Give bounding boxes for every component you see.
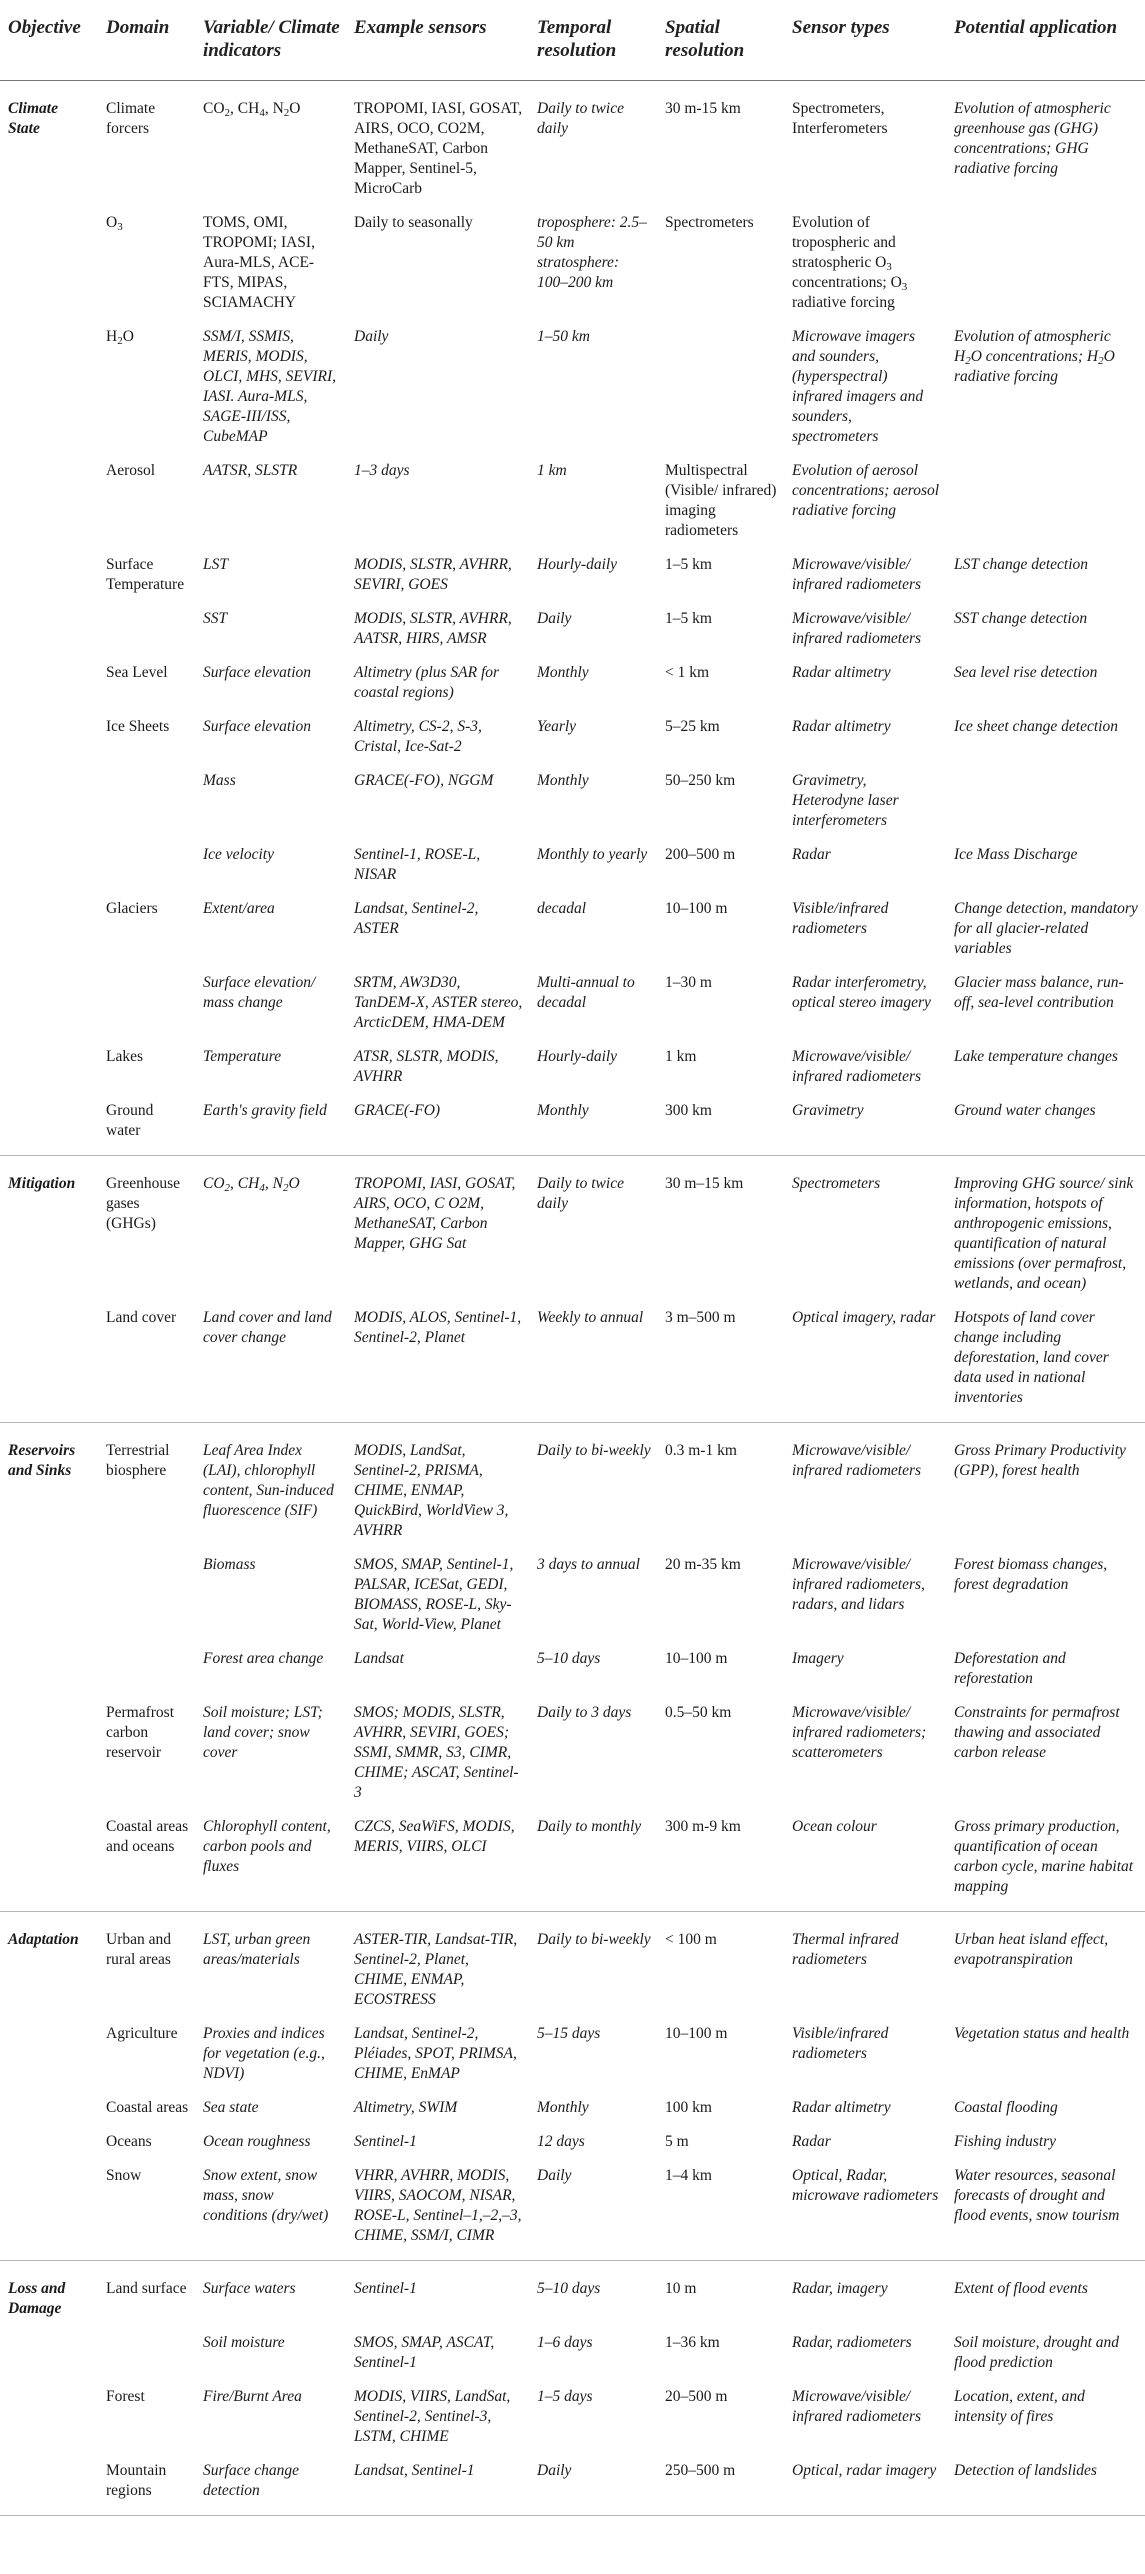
cell-potential-application: Improving GHG source/ sink information, hotspots of anthropogenic emissions, quantification of natural emissions (over permafrost, wetlands, and ocean) xyxy=(946,1156,1145,1301)
cell-objective: Reservoirs and Sinks xyxy=(0,1423,98,1548)
cell-domain: Lakes xyxy=(106,1048,144,1065)
table-row xyxy=(0,2379,1145,2453)
table-row xyxy=(0,2016,1145,2090)
cell-sensor-types: Evolution of aerosol concentrations; aerosol radiative forcing xyxy=(792,462,940,519)
cell-sensor-types: Spectrometers xyxy=(784,1156,946,1301)
cell-domain: $H_2O$ xyxy=(106,328,134,347)
cell-variable: LST, urban green areas/materials xyxy=(195,1912,346,2017)
cell-potential-application xyxy=(946,763,1145,837)
table-row xyxy=(0,655,1145,709)
cell-variable: Soil moisture; LST; land cover; snow cover xyxy=(203,1704,323,1761)
cell-variable: Fire/Burnt Area xyxy=(203,2388,302,2405)
cell-variable: Temperature xyxy=(203,1048,282,1065)
cell-variable: Surface waters xyxy=(195,2261,346,2326)
header-temporal-resolution: Temporal resolution xyxy=(529,0,657,81)
cell-domain: Ground water xyxy=(106,1102,154,1139)
cell-sensor-types: Microwave imagers and sounders, (hyperspectral) infrared imagers and sounders, spectrometers xyxy=(792,328,924,445)
cell-domain: Mountain regions xyxy=(98,2453,195,2516)
cell-sensor-types: Microwave/visible/ infrared radiometers xyxy=(792,556,922,593)
table-row xyxy=(0,1423,1145,1548)
cell-potential-application: Extent of flood events xyxy=(946,2261,1145,2326)
table-row xyxy=(0,1912,1145,2017)
cell-potential-application: Hotspots of land cover change including deforestation, land cover data used in national inventories xyxy=(954,1309,1109,1406)
cell-sensor-types: Ocean colour xyxy=(792,1818,877,1835)
cell-example-sensors: TROPOMI, IASI, GOSAT, AIRS, OCO, CO2M, MethaneSAT, Carbon Mapper, Sentinel-5, MicroCarb xyxy=(346,81,529,206)
cell-spatial-resolution: 1–4 km xyxy=(665,2167,712,2184)
cell-potential-application: Vegetation status and health xyxy=(954,2025,1130,2042)
cell-variable: Surface elevation/ mass change xyxy=(203,974,316,1011)
cell-example-sensors: MODIS, SLSTR, AVHRR, AATSR, HIRS, AMSR xyxy=(354,610,512,647)
cell-potential-application: Ice sheet change detection xyxy=(954,718,1118,735)
cell-potential-application: Gross primary production, quantification of ocean carbon cycle, marine habitat mapping xyxy=(954,1818,1134,1895)
cell-objective xyxy=(0,1695,98,1809)
cell-variable: SST xyxy=(203,610,228,627)
cell-sensor-types: Radar xyxy=(792,2133,831,2150)
cell-objective xyxy=(0,319,98,453)
cell-temporal-resolution: 1 km xyxy=(537,462,567,479)
cell-potential-application: Gross Primary Productivity (GPP), forest health xyxy=(946,1423,1145,1548)
table-row xyxy=(0,1809,1145,1912)
cell-objective xyxy=(0,601,98,655)
cell-example-sensors: Altimetry (plus SAR for coastal regions) xyxy=(354,664,500,701)
table-row xyxy=(0,709,1145,763)
header-potential-application: Potential application xyxy=(946,0,1145,81)
cell-domain xyxy=(98,965,195,1039)
cell-spatial-resolution: 30 m–15 km xyxy=(657,1156,784,1301)
table-row xyxy=(0,547,1145,601)
cell-objective xyxy=(0,205,98,319)
cell-variable: Ice velocity xyxy=(203,846,274,863)
table-row xyxy=(0,81,1145,206)
cell-temporal-resolution: 3 days to annual xyxy=(537,1556,640,1573)
cell-temporal-resolution: Daily xyxy=(537,2167,572,2184)
cell-objective: Adaptation xyxy=(0,1912,98,2017)
cell-example-sensors: GRACE(-FO) xyxy=(354,1102,441,1119)
cell-objective xyxy=(0,2325,98,2379)
cell-objective xyxy=(0,709,98,763)
cell-temporal-resolution: Monthly xyxy=(537,1102,589,1119)
table-header-row xyxy=(0,0,1145,81)
cell-spatial-resolution: 1–5 km xyxy=(665,610,712,627)
cell-objective xyxy=(0,891,98,965)
cell-temporal-resolution: Weekly to annual xyxy=(537,1309,644,1326)
cell-objective xyxy=(0,763,98,837)
cell-variable: TOMS, OMI, TROPOMI; IASI, Aura-MLS, ACE-FTS, MIPAS, SCIAMACHY xyxy=(203,214,315,311)
cell-example-sensors: Sentinel-1 xyxy=(354,2133,417,2150)
cell-example-sensors: CZCS, SeaWiFS, MODIS, MERIS, VIIRS, OLCI xyxy=(354,1818,515,1855)
cell-example-sensors: MODIS, SLSTR, AVHRR, SEVIRI, GOES xyxy=(354,556,512,593)
cell-temporal-resolution: Multi-annual to decadal xyxy=(537,974,635,1011)
cell-example-sensors: 1–3 days xyxy=(354,462,410,479)
cell-variable: $CO_2$, $CH_4$, $N_2O$ xyxy=(195,81,346,206)
cell-domain: Glaciers xyxy=(106,900,158,917)
cell-example-sensors: Daily xyxy=(354,328,389,345)
cell-temporal-resolution: 1–50 km xyxy=(537,328,590,345)
table-row xyxy=(0,763,1145,837)
table-row xyxy=(0,1156,1145,1301)
table-row xyxy=(0,1695,1145,1809)
cell-domain: Land cover xyxy=(106,1309,177,1326)
table-row xyxy=(0,453,1145,547)
cell-domain xyxy=(98,837,195,891)
cell-potential-application: Lake temperature changes xyxy=(954,1048,1118,1065)
cell-spatial-resolution: Spectrometers xyxy=(665,214,754,231)
cell-domain xyxy=(98,763,195,837)
cell-sensor-types: Microwave/visible/ infrared radiometers xyxy=(792,2388,922,2425)
cell-variable: Sea state xyxy=(203,2099,259,2116)
cell-temporal-resolution: 5–15 days xyxy=(537,2025,601,2042)
table-row xyxy=(0,891,1145,965)
cell-spatial-resolution: < 100 m xyxy=(657,1912,784,2017)
table-row xyxy=(0,319,1145,453)
cell-potential-application: LST change detection xyxy=(954,556,1089,573)
cell-domain: Climate forcers xyxy=(98,81,195,206)
cell-domain: Greenhouse gases (GHGs) xyxy=(98,1156,195,1301)
cell-sensor-types: Optical, radar imagery xyxy=(784,2453,946,2516)
cell-temporal-resolution: 1–6 days xyxy=(537,2334,593,2351)
cell-objective xyxy=(0,1641,98,1695)
cell-potential-application: Evolution of atmospheric greenhouse gas (GHG) concentrations; GHG radiative forcing xyxy=(946,81,1145,206)
cell-example-sensors: SRTM, AW3D30, TanDEM-X, ASTER stereo, ArcticDEM, HMA-DEM xyxy=(354,974,523,1031)
cell-example-sensors: ATSR, SLSTR, MODIS, AVHRR xyxy=(354,1048,499,1085)
table-row xyxy=(0,1547,1145,1641)
header-example-sensors: Example sensors xyxy=(346,0,529,81)
cell-temporal-resolution: Hourly-daily xyxy=(537,1048,618,1065)
cell-example-sensors: VHRR, AVHRR, MODIS, VIIRS, SAOCOM, NISAR, ROSE-L, Sentinel–1,–2,–3, CHIME, SSM/I, CIMR xyxy=(354,2167,522,2244)
table-row xyxy=(0,1039,1145,1093)
cell-domain xyxy=(98,1641,195,1695)
cell-sensor-types: Microwave/visible/ infrared radiometers xyxy=(792,610,922,647)
cell-objective xyxy=(0,2124,98,2158)
cell-temporal-resolution: Daily xyxy=(529,2453,657,2516)
header-spatial-resolution: Spatial resolution xyxy=(657,0,784,81)
cell-variable: Forest area change xyxy=(203,1650,324,1667)
cell-temporal-resolution: Daily xyxy=(537,610,572,627)
cell-example-sensors: MODIS, ALOS, Sentinel-1, Sentinel-2, Planet xyxy=(354,1309,522,1346)
cell-sensor-types: Radar, imagery xyxy=(784,2261,946,2326)
cell-temporal-resolution: 5–10 days xyxy=(537,1650,601,1667)
cell-temporal-resolution: Daily to bi-weekly xyxy=(529,1912,657,2017)
cell-example-sensors: Daily to seasonally xyxy=(354,214,473,231)
cell-variable: Biomass xyxy=(203,1556,256,1573)
cell-potential-application: Detection of landslides xyxy=(946,2453,1145,2516)
cell-domain: Agriculture xyxy=(106,2025,178,2042)
cell-potential-application: Glacier mass balance, run-off, sea-level contribution xyxy=(954,974,1124,1011)
cell-sensor-types: Spectrometers, Interferometers xyxy=(784,81,946,206)
cell-objective: Loss and Damage xyxy=(0,2261,98,2326)
cell-domain: $O_3$ xyxy=(106,214,123,233)
cell-domain: Ice Sheets xyxy=(106,718,170,735)
cell-variable: Surface elevation xyxy=(203,718,312,735)
cell-spatial-resolution: 100 km xyxy=(665,2099,712,2116)
cell-potential-application xyxy=(946,453,1145,547)
cell-temporal-resolution: 1–5 days xyxy=(537,2388,593,2405)
cell-temporal-resolution: Monthly xyxy=(537,664,589,681)
cell-objective xyxy=(0,655,98,709)
cell-potential-application: Constraints for permafrost thawing and associated carbon release xyxy=(954,1704,1120,1761)
cell-example-sensors: SMOS, SMAP, Sentinel-1, PALSAR, ICESat, GEDI, BIOMASS, ROSE-L, Sky-Sat, World-View, Planet xyxy=(354,1556,514,1633)
cell-sensor-types: Visible/infrared radiometers xyxy=(792,900,889,937)
cell-temporal-resolution: Daily to twice daily xyxy=(529,1156,657,1301)
cell-potential-application: Location, extent, and intensity of fires xyxy=(954,2388,1085,2425)
cell-variable: Earth's gravity field xyxy=(203,1102,327,1119)
cell-domain: Coastal areas xyxy=(106,2099,189,2116)
cell-spatial-resolution: 5 m xyxy=(665,2133,689,2150)
cell-domain xyxy=(98,2325,195,2379)
cell-example-sensors: Landsat, Sentinel-2, ASTER xyxy=(354,900,479,937)
cell-objective xyxy=(0,1300,98,1423)
cell-domain: Aerosol xyxy=(106,462,156,479)
cell-potential-application: Evolution of atmospheric $H_2O$ concentrations; $H_2O$ radiative forcing xyxy=(954,328,1115,385)
cell-variable: Ocean roughness xyxy=(203,2133,311,2150)
cell-spatial-resolution: 10–100 m xyxy=(665,900,728,917)
cell-example-sensors: SMOS, SMAP, ASCAT, Sentinel-1 xyxy=(354,2334,495,2371)
cell-objective xyxy=(0,1093,98,1156)
table-row xyxy=(0,1641,1145,1695)
cell-spatial-resolution: 1–36 km xyxy=(665,2334,720,2351)
cell-example-sensors: ASTER-TIR, Landsat-TIR, Sentinel-2, Planet, CHIME, ENMAP, ECOSTRESS xyxy=(346,1912,529,2017)
table-row xyxy=(0,1300,1145,1423)
cell-sensor-types: Optical imagery, radar xyxy=(792,1309,936,1326)
cell-temporal-resolution: Yearly xyxy=(537,718,577,735)
cell-spatial-resolution: 200–500 m xyxy=(665,846,736,863)
cell-potential-application: Soil moisture, drought and flood prediction xyxy=(954,2334,1120,2371)
cell-variable: Surface elevation xyxy=(203,664,312,681)
cell-potential-application: Ice Mass Discharge xyxy=(954,846,1078,863)
table-row xyxy=(0,2090,1145,2124)
table-body xyxy=(0,81,1145,2516)
cell-potential-application: Deforestation and reforestation xyxy=(954,1650,1066,1687)
cell-objective xyxy=(0,2379,98,2453)
cell-domain xyxy=(98,1547,195,1641)
cell-domain: Coastal areas and oceans xyxy=(106,1818,189,1855)
header-objective: Objective xyxy=(0,0,98,81)
cell-sensor-types: Radar altimetry xyxy=(792,2099,891,2116)
header-variable: Variable/ Climate indicators xyxy=(195,0,346,81)
cell-sensor-types: Gravimetry xyxy=(792,1102,864,1119)
cell-domain xyxy=(98,601,195,655)
cell-temporal-resolution: Monthly xyxy=(537,2099,589,2116)
cell-temporal-resolution: Hourly-daily xyxy=(537,556,618,573)
cell-domain: Surface Temperature xyxy=(106,556,185,593)
cell-example-sensors: Landsat xyxy=(354,1650,404,1667)
cell-spatial-resolution: 300 km xyxy=(665,1102,712,1119)
cell-domain: Permafrost carbon reservoir xyxy=(106,1704,175,1761)
cell-spatial-resolution: 20–500 m xyxy=(665,2388,728,2405)
cell-spatial-resolution: 10–100 m xyxy=(665,1650,728,1667)
cell-sensor-types: Radar altimetry xyxy=(792,664,891,681)
cell-variable: AATSR, SLSTR xyxy=(203,462,298,479)
cell-example-sensors: Sentinel-1, ROSE-L, NISAR xyxy=(354,846,481,883)
cell-example-sensors: Altimetry, CS-2, S-3, Cristal, Ice-Sat-2 xyxy=(354,718,482,755)
cell-example-sensors: TROPOMI, IASI, GOSAT, AIRS, OCO, C O2M, MethaneSAT, Carbon Mapper, GHG Sat xyxy=(346,1156,529,1301)
cell-potential-application: Ground water changes xyxy=(954,1102,1096,1119)
cell-objective xyxy=(0,1547,98,1641)
cell-potential-application xyxy=(946,205,1145,319)
cell-objective xyxy=(0,2016,98,2090)
cell-spatial-resolution: 0.3 m-1 km xyxy=(657,1423,784,1548)
cell-sensor-types: Microwave/visible/ infrared radiometers; scatterometers xyxy=(792,1704,927,1761)
cell-objective xyxy=(0,547,98,601)
table-row xyxy=(0,2453,1145,2516)
cell-temporal-resolution: Monthly xyxy=(537,772,589,789)
header-domain: Domain xyxy=(98,0,195,81)
cell-example-sensors: Landsat, Sentinel-2, Pléiades, SPOT, PRIMSA, CHIME, EnMAP xyxy=(354,2025,517,2082)
table-row xyxy=(0,1093,1145,1156)
cell-example-sensors: MODIS, LandSat, Sentinel-2, PRISMA, CHIME, ENMAP, QuickBird, WorldView 3, AVHRR xyxy=(346,1423,529,1548)
table-row xyxy=(0,965,1145,1039)
cell-sensor-types: Imagery xyxy=(792,1650,844,1667)
table-row xyxy=(0,2325,1145,2379)
cell-temporal-resolution: Daily to monthly xyxy=(537,1818,642,1835)
cell-variable: Extent/area xyxy=(203,900,275,917)
cell-spatial-resolution: Multispectral (Visible/ infrared) imaging radiometers xyxy=(665,462,777,539)
cell-spatial-resolution: 5–25 km xyxy=(665,718,720,735)
cell-spatial-resolution: 30 m-15 km xyxy=(657,81,784,206)
cell-temporal-resolution: decadal xyxy=(537,900,587,917)
cell-domain: Sea Level xyxy=(106,664,168,681)
cell-variable: Chlorophyll content, carbon pools and fluxes xyxy=(203,1818,331,1875)
cell-spatial-resolution: 1–5 km xyxy=(665,556,712,573)
cell-temporal-resolution: 12 days xyxy=(537,2133,585,2150)
cell-domain: Urban and rural areas xyxy=(98,1912,195,2017)
cell-domain: Oceans xyxy=(106,2133,152,2150)
cell-example-sensors: MODIS, VIIRS, LandSat, Sentinel-2, Sentinel-3, LSTM, CHIME xyxy=(354,2388,511,2445)
cell-spatial-resolution: 0.5–50 km xyxy=(665,1704,732,1721)
table-row xyxy=(0,2124,1145,2158)
cell-objective xyxy=(0,837,98,891)
cell-spatial-resolution: 50–250 km xyxy=(665,772,736,789)
cell-temporal-resolution: Daily to 3 days xyxy=(537,1704,632,1721)
cell-sensor-types: Radar altimetry xyxy=(792,718,891,735)
table-row xyxy=(0,205,1145,319)
cell-spatial-resolution: 300 m-9 km xyxy=(665,1818,741,1835)
table-row xyxy=(0,837,1145,891)
cell-sensor-types: Visible/infrared radiometers xyxy=(792,2025,889,2062)
cell-example-sensors: GRACE(-FO), NGGM xyxy=(354,772,494,789)
cell-objective xyxy=(0,2453,98,2516)
cell-temporal-resolution: Daily to twice daily xyxy=(529,81,657,206)
header-sensor-types: Sensor types xyxy=(784,0,946,81)
cell-sensor-types: Radar interferometry, optical stereo imagery xyxy=(792,974,931,1011)
cell-potential-application: Coastal flooding xyxy=(954,2099,1058,2116)
cell-sensor-types: Microwave/visible/ infrared radiometers, radars, and lidars xyxy=(792,1556,925,1613)
cell-domain: Terrestrial biosphere xyxy=(98,1423,195,1548)
cell-spatial-resolution xyxy=(657,319,784,453)
cell-objective: Mitigation xyxy=(0,1156,98,1301)
cell-variable: Leaf Area Index (LAI), chlorophyll content, Sun-induced fluorescence (SIF) xyxy=(195,1423,346,1548)
cell-objective xyxy=(0,965,98,1039)
cell-variable: SSM/I, SSMIS, MERIS, MODIS, OLCI, MHS, SEVIRI, IASI. Aura-MLS, SAGE-III/ISS, CubeMAP xyxy=(203,328,337,445)
cell-temporal-resolution: 5–10 days xyxy=(529,2261,657,2326)
cell-sensor-types: Optical, Radar, microwave radiometers xyxy=(792,2167,939,2204)
cell-example-sensors: SMOS; MODIS, SLSTR, AVHRR, SEVIRI, GOES; SSMI, SMMR, S3, CIMR, CHIME; ASCAT, Sentinel-3 xyxy=(354,1704,519,1801)
cell-spatial-resolution: 250–500 m xyxy=(657,2453,784,2516)
cell-sensor-types: Radar, radiometers xyxy=(792,2334,912,2351)
cell-potential-application: Urban heat island effect, evapotranspiration xyxy=(946,1912,1145,2017)
cell-sensor-types: Microwave/visible/ infrared radiometers xyxy=(784,1423,946,1548)
cell-sensor-types: Microwave/visible/ infrared radiometers xyxy=(792,1048,922,1085)
cell-objective: Climate State xyxy=(0,81,98,206)
cell-spatial-resolution: < 1 km xyxy=(665,664,710,681)
cell-sensor-types: Evolution of tropospheric and stratospheric $O_3$ concentrations; $O_3$ radiative forcing xyxy=(792,214,908,311)
cell-variable: Soil moisture xyxy=(203,2334,285,2351)
cell-potential-application: Sea level rise detection xyxy=(954,664,1098,681)
cell-sensor-types: Radar xyxy=(792,846,831,863)
cell-potential-application: SST change detection xyxy=(954,610,1088,627)
cell-variable: Proxies and indices for vegetation (e.g., NDVI) xyxy=(203,2025,325,2082)
cell-variable: Land cover and land cover change xyxy=(203,1309,332,1346)
table-row xyxy=(0,601,1145,655)
cell-temporal-resolution: troposphere: 2.5–50 km stratosphere: 100–200 km xyxy=(537,214,647,291)
cell-temporal-resolution: Monthly to yearly xyxy=(537,846,648,863)
cell-temporal-resolution: Daily to bi-weekly xyxy=(529,1423,657,1548)
cell-spatial-resolution: 10–100 m xyxy=(665,2025,728,2042)
cell-potential-application: Fishing industry xyxy=(954,2133,1057,2150)
cell-objective xyxy=(0,1039,98,1093)
cell-spatial-resolution: 10 m xyxy=(657,2261,784,2326)
cell-domain: Land surface xyxy=(98,2261,195,2326)
cell-potential-application: Change detection, mandatory for all glacier-related variables xyxy=(954,900,1138,957)
cell-variable: LST xyxy=(203,556,228,573)
cell-example-sensors: Landsat, Sentinel-1 xyxy=(346,2453,529,2516)
cell-variable: Snow extent, snow mass, snow conditions (dry/wet) xyxy=(203,2167,329,2224)
cell-variable: Mass xyxy=(203,772,236,789)
cell-sensor-types: Thermal infrared radiometers xyxy=(784,1912,946,2017)
cell-example-sensors: Sentinel-1 xyxy=(346,2261,529,2326)
cell-potential-application: Water resources, seasonal forecasts of drought and flood events, snow tourism xyxy=(954,2167,1120,2224)
cell-spatial-resolution: 3 m–500 m xyxy=(665,1309,736,1326)
cell-domain: Snow xyxy=(106,2167,142,2184)
table-row xyxy=(0,2261,1145,2326)
cell-example-sensors: Altimetry, SWIM xyxy=(354,2099,458,2116)
cell-spatial-resolution: 20 m-35 km xyxy=(665,1556,741,1573)
cell-objective xyxy=(0,1809,98,1912)
cell-spatial-resolution: 1 km xyxy=(665,1048,697,1065)
cell-objective xyxy=(0,2158,98,2261)
cell-domain: Forest xyxy=(106,2388,145,2405)
cell-potential-application: Forest biomass changes, forest degradation xyxy=(954,1556,1108,1593)
cell-sensor-types: Gravimetry, Heterodyne laser interferometers xyxy=(792,772,899,829)
table-row xyxy=(0,2158,1145,2261)
cell-objective xyxy=(0,453,98,547)
cell-objective xyxy=(0,2090,98,2124)
cell-variable: Surface change detection xyxy=(195,2453,346,2516)
cell-variable: $CO_2$, $CH_4$, $N_2O$ xyxy=(195,1156,346,1301)
cell-spatial-resolution: 1–30 m xyxy=(665,974,712,991)
